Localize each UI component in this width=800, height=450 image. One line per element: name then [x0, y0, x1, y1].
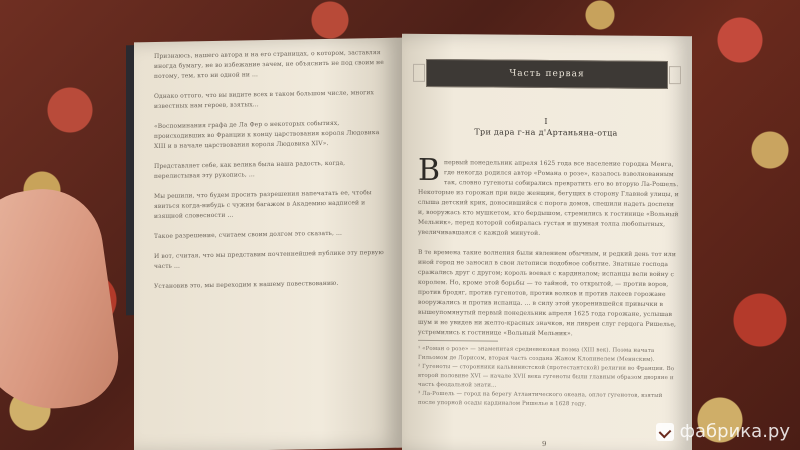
watermark-text: фабрика.ру [679, 421, 790, 442]
part-heading: Часть первая [426, 59, 668, 89]
open-book [126, 35, 686, 450]
left-page [134, 38, 402, 450]
checkmark-icon [656, 423, 674, 441]
drop-cap: В [418, 152, 441, 189]
footnotes: ¹ «Роман о розе» — знаменитая средневековая поэма (XIII век). Поэма начата Гильомом де Лорисом, вторая часть создана Жаном Клопинелем (Меннским). ² Гугеноты — сторонники кальвинистской (протестантской) религии во Франции. Во второй половине XVI — начале XVII века гугеноты были главным образом дворяне и часть феодальной знати... ³ Ла-Рошель — город на берегу Атлантического океана, оплот гугенотов, взятый после упорной осады кардиналом Ришелье в 1628 году. [418, 345, 675, 408]
chapter-title: Три дара г-на д'Артаньяна-отца [474, 127, 618, 138]
footnote-divider [418, 340, 498, 342]
first-paragraph-start: первый понедельник апреля 1625 года все население городка Менга, где некогда родился автор «Романа о розе», казалось взволнованным так, словно гугеноты собирались превратить его во вторую Ла-Рошель. [444, 159, 679, 189]
right-page [402, 34, 692, 450]
left-page-text: Признаюсь, нашего автора и на его страницах, о котором, заставляя иногда бумагу, не во избежание зачем, не объяснить не под своим не потому, тем, кто ни одной ни ... Однако оттого, что вы видите всех в таком большом числе, многих известных нам героев, взятых... «Воспоминания графа де Ла Фер о некоторых событиях, происходивших во Франции к концу царствования короля Людовика XIII и в начале царствования короля Людовика XIV». Представляет себе, как велика была наша радость, когда, перелистывая эту рукопись, ... Мы решили, что будем просить разрешения напечатать ее, чтобы явиться когда-нибудь с чужим багажом в Академию надписей и изящной словесности ... Такое разрешение, считаем своим долгом это сказать, ... И вот, считая, что мы представим почтеннейшей публике эту первую часть ... Установив это, мы переходим к нашему повествованию. [154, 49, 384, 290]
hand [0, 181, 125, 418]
chapter-body-text: Некоторые из горожан при виде женщин, бегущих в сторону Главной улицы, и слыша детский крик, доносившийся с порога домов, спешили надеть доспехи и, вооружась кто мушкетом, кто бердышом, стремились к гостинице «Вольный Мельник», перед которой собиралась густая и шумная толпа любопытных, увеличивавшаяся с каждой минутой. В те времена такие волнения были явлением обычным, и редкий день тот или иной город не заносил в свои летописи подобное событие. Знатные господа сражались друг с другом; король воевал с кардиналом; испанцы вели войну с королем. Но, кроме этой борьбы — то тайной, то открытой, — против воров, против бродяг, против гугенотов, против волков и против лакеев горожане вооружались и против испанца. ... в силу этой укоренившейся привычки в вышеупомянутый первый понедельник апреля 1625 года горожане, услышав шум и не увидев ни желто-красных значков, ни ливреи слуг герцога Ришелье, устремились к гостинице «Вольный Мельник». [418, 188, 679, 338]
watermark [656, 421, 790, 442]
page-number: 9 [542, 439, 547, 448]
chapter-number: I [544, 116, 548, 127]
